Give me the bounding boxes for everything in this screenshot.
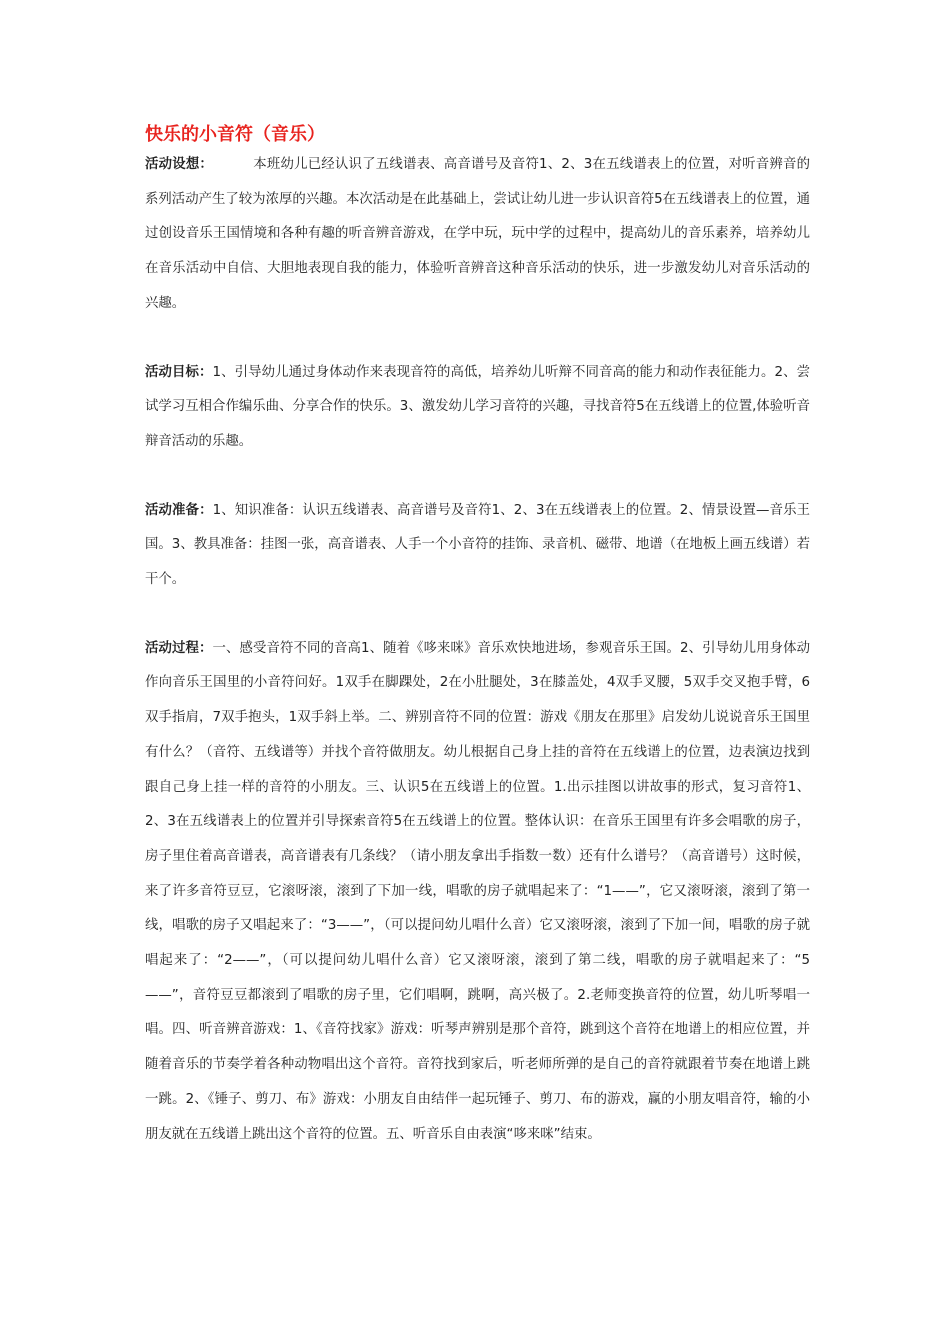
section-label: 活动目标： (145, 364, 213, 380)
section-label: 活动设想： (145, 157, 214, 172)
section-label: 活动准备： (145, 502, 213, 518)
section-text: 1、知识准备：认识五线谱表、高音谱号及音符1、2、3在五线谱表上的位置。2、情景设置—音乐王国。3、教具准备：挂图一张，高音谱表、人手一个小音符的挂饰、录音机、磁带、地谱（在地板上画五线谱）若干个。 (145, 502, 810, 588)
section-activity-goals (145, 356, 810, 460)
document-body (145, 122, 810, 1152)
section-label: 活动过程： (145, 640, 213, 656)
section-activity-preparation (145, 494, 810, 598)
document-title: 快乐的小音符（音乐） (145, 124, 325, 145)
section-activity-process (145, 632, 810, 1153)
section-text: 本班幼儿已经认识了五线谱表、高音谱号及音符1、2、3在五线谱表上的位置，对听音辨音的系列活动产生了较为浓厚的兴趣。本次活动是在此基础上，尝试让幼儿进一步认识音符5在五线谱表上的位置，通过创设音乐王国情境和各种有趣的听音辨音游戏，在学中玩，玩中学的过程中，提高幼儿的音乐素养，培养幼儿在音乐活动中自信、大胆地表现自我的能力，体验听音辨音这种音乐活动的快乐，进一步激发幼儿对音乐活动的兴趣。 (145, 157, 810, 311)
section-text: 1、引导幼儿通过身体动作来表现音符的高低，培养幼儿听辩不同音高的能力和动作表征能力。2、尝试学习互相合作编乐曲、分享合作的快乐。3、激发幼儿学习音符的兴趣，寻找音符5在五线谱上的位置,体验听音辩音活动的乐趣。 (145, 364, 810, 449)
section-text: 一、感受音符不同的音高1、随着《哆来咪》音乐欢快地进场，参观音乐王国。2、引导幼儿用身体动作向音乐王国里的小音符问好。1双手在脚踝处，2在小肚腿处，3在膝盖处，4双手叉腰，5双手交叉抱手臂，6双手指肩，7双手抱头，1双手斜上举。二、辨别音符不同的位置：游戏《朋友在那里》启发幼儿说说音乐王国里有什么？（音符、五线谱等）并找个音符做朋友。幼儿根据自己身上挂的音符在五线谱上的位置，边表演边找到跟自己身上挂一样的音符的小朋友。三、认识5在五线谱上的位置。1.出示挂图以讲故事的形式，复习音符1、2、3在五线谱表上的位置并引导探索音符5在五线谱上的位置。整体认识：在音乐王国里有许多会唱歌的房子，房子里住着高音谱表，高音谱表有几条线？（请小朋友拿出手指数一数）还有什么谱号？（高音谱号）这时候，来了许多音符豆豆，它滚呀滚，滚到了下加一线，唱歌的房子就唱起来了：“1——”，它又滚呀滚，滚到了第一线，唱歌的房子又唱起来了：“3——”，（可以提问幼儿唱什么音）它又滚呀滚，滚到了下加一间，唱歌的房子就唱起来了：“2——”，（可以提问幼儿唱什么音）它又滚呀滚，滚到了第二线，唱歌的房子就唱起来了：“5——”，音符豆豆都滚到了唱歌的房子里，它们唱啊，跳啊，高兴极了。2.老师变换音符的位置，幼儿听琴唱一唱。四、听音辨音游戏：1、《音符找家》游戏：听琴声辨别是那个音符，跳到这个音符在地谱上的相应位置，并随着音乐的节奏学着各种动物唱出这个音符。音符找到家后，听老师所弹的是自己的音符就跟着节奏在地谱上跳一跳。2、《锤子、剪刀、布》游戏：小朋友自由结伴一起玩锤子、剪刀、布的游戏，赢的小朋友唱音符，输的小朋友就在五线谱上跳出这个音符的位置。五、听音乐自由表演“哆来咪”结束。 (145, 640, 810, 1142)
section-activity-idea (145, 148, 810, 322)
